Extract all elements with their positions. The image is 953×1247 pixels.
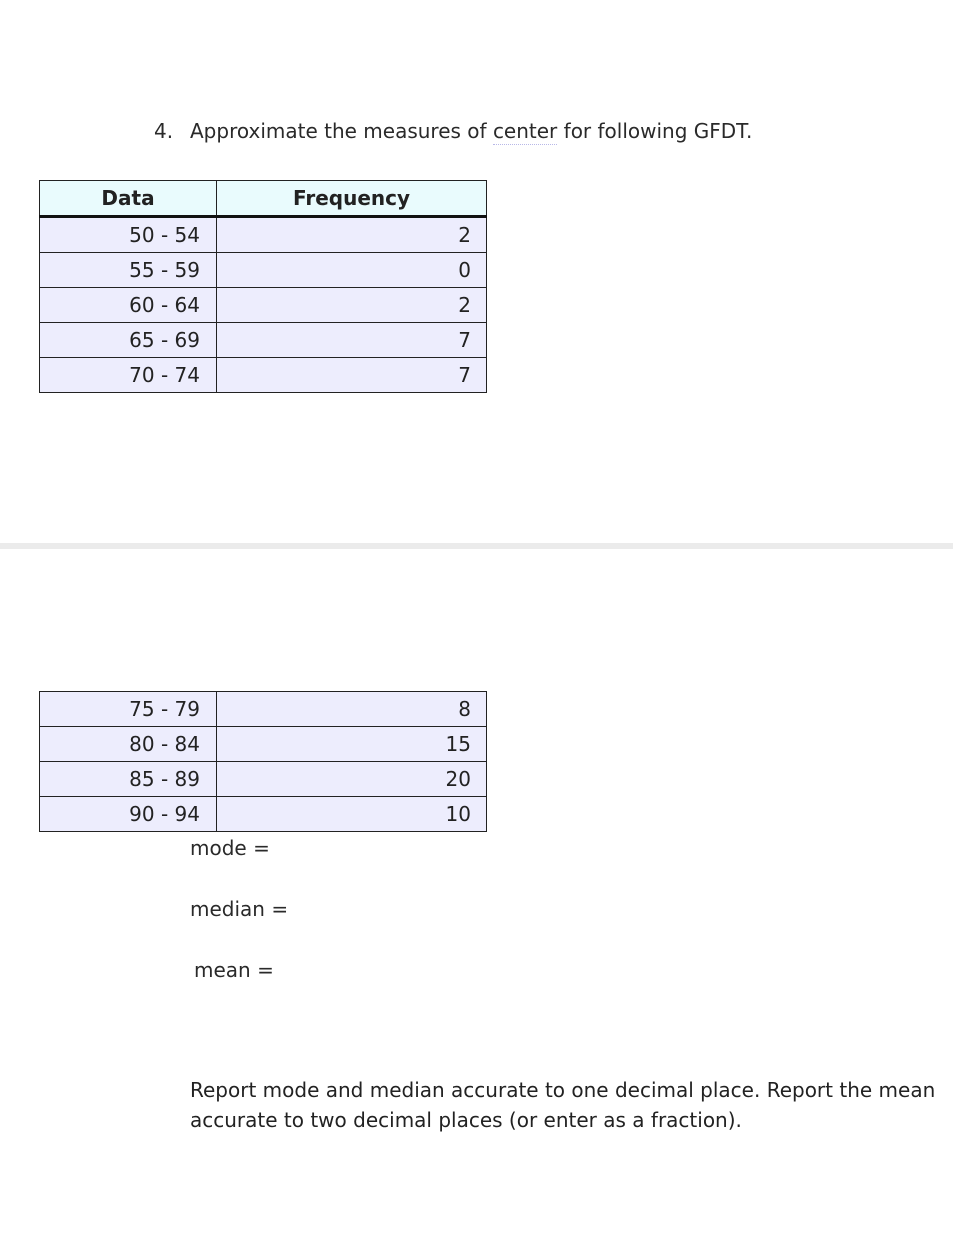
data-cell: 55 - 59 xyxy=(40,253,217,288)
frequency-cell: 2 xyxy=(217,288,487,323)
table-row xyxy=(40,253,487,288)
frequency-cell: 7 xyxy=(217,358,487,393)
table-row xyxy=(40,797,487,832)
table-row xyxy=(40,323,487,358)
median-label: median = xyxy=(190,897,289,921)
question-text-before: Approximate the measures of xyxy=(190,119,493,143)
table-row xyxy=(40,217,487,253)
mode-label: mode = xyxy=(190,836,270,860)
table-row xyxy=(40,762,487,797)
data-cell: 85 - 89 xyxy=(40,762,217,797)
data-cell: 70 - 74 xyxy=(40,358,217,393)
frequency-table-bottom xyxy=(39,691,487,832)
question-text xyxy=(154,119,752,143)
frequency-cell: 10 xyxy=(217,797,487,832)
instructions-text: Report mode and median accurate to one decimal place. Report the mean accurate to two decimal places (or enter as a fraction). xyxy=(190,1078,936,1132)
table-row xyxy=(40,288,487,323)
table-header-row xyxy=(40,181,487,217)
frequency-cell: 8 xyxy=(217,692,487,727)
table-row xyxy=(40,358,487,393)
data-cell: 60 - 64 xyxy=(40,288,217,323)
table-row xyxy=(40,692,487,727)
data-cell: 65 - 69 xyxy=(40,323,217,358)
frequency-cell: 2 xyxy=(217,217,487,253)
center-term-link[interactable]: center xyxy=(492,119,558,143)
page-divider xyxy=(0,543,953,549)
header-data: Data xyxy=(40,181,217,217)
header-frequency: Frequency xyxy=(217,181,487,217)
frequency-cell: 0 xyxy=(217,253,487,288)
data-cell: 50 - 54 xyxy=(40,217,217,253)
frequency-cell: 7 xyxy=(217,323,487,358)
frequency-cell: 15 xyxy=(217,727,487,762)
mean-label: mean = xyxy=(194,958,274,982)
data-cell: 80 - 84 xyxy=(40,727,217,762)
question-text-after: for following GFDT. xyxy=(557,119,753,143)
data-cell: 75 - 79 xyxy=(40,692,217,727)
question-number: 4. xyxy=(154,119,174,143)
frequency-table-top xyxy=(39,180,487,393)
data-cell: 90 - 94 xyxy=(40,797,217,832)
frequency-cell: 20 xyxy=(217,762,487,797)
table-row xyxy=(40,727,487,762)
